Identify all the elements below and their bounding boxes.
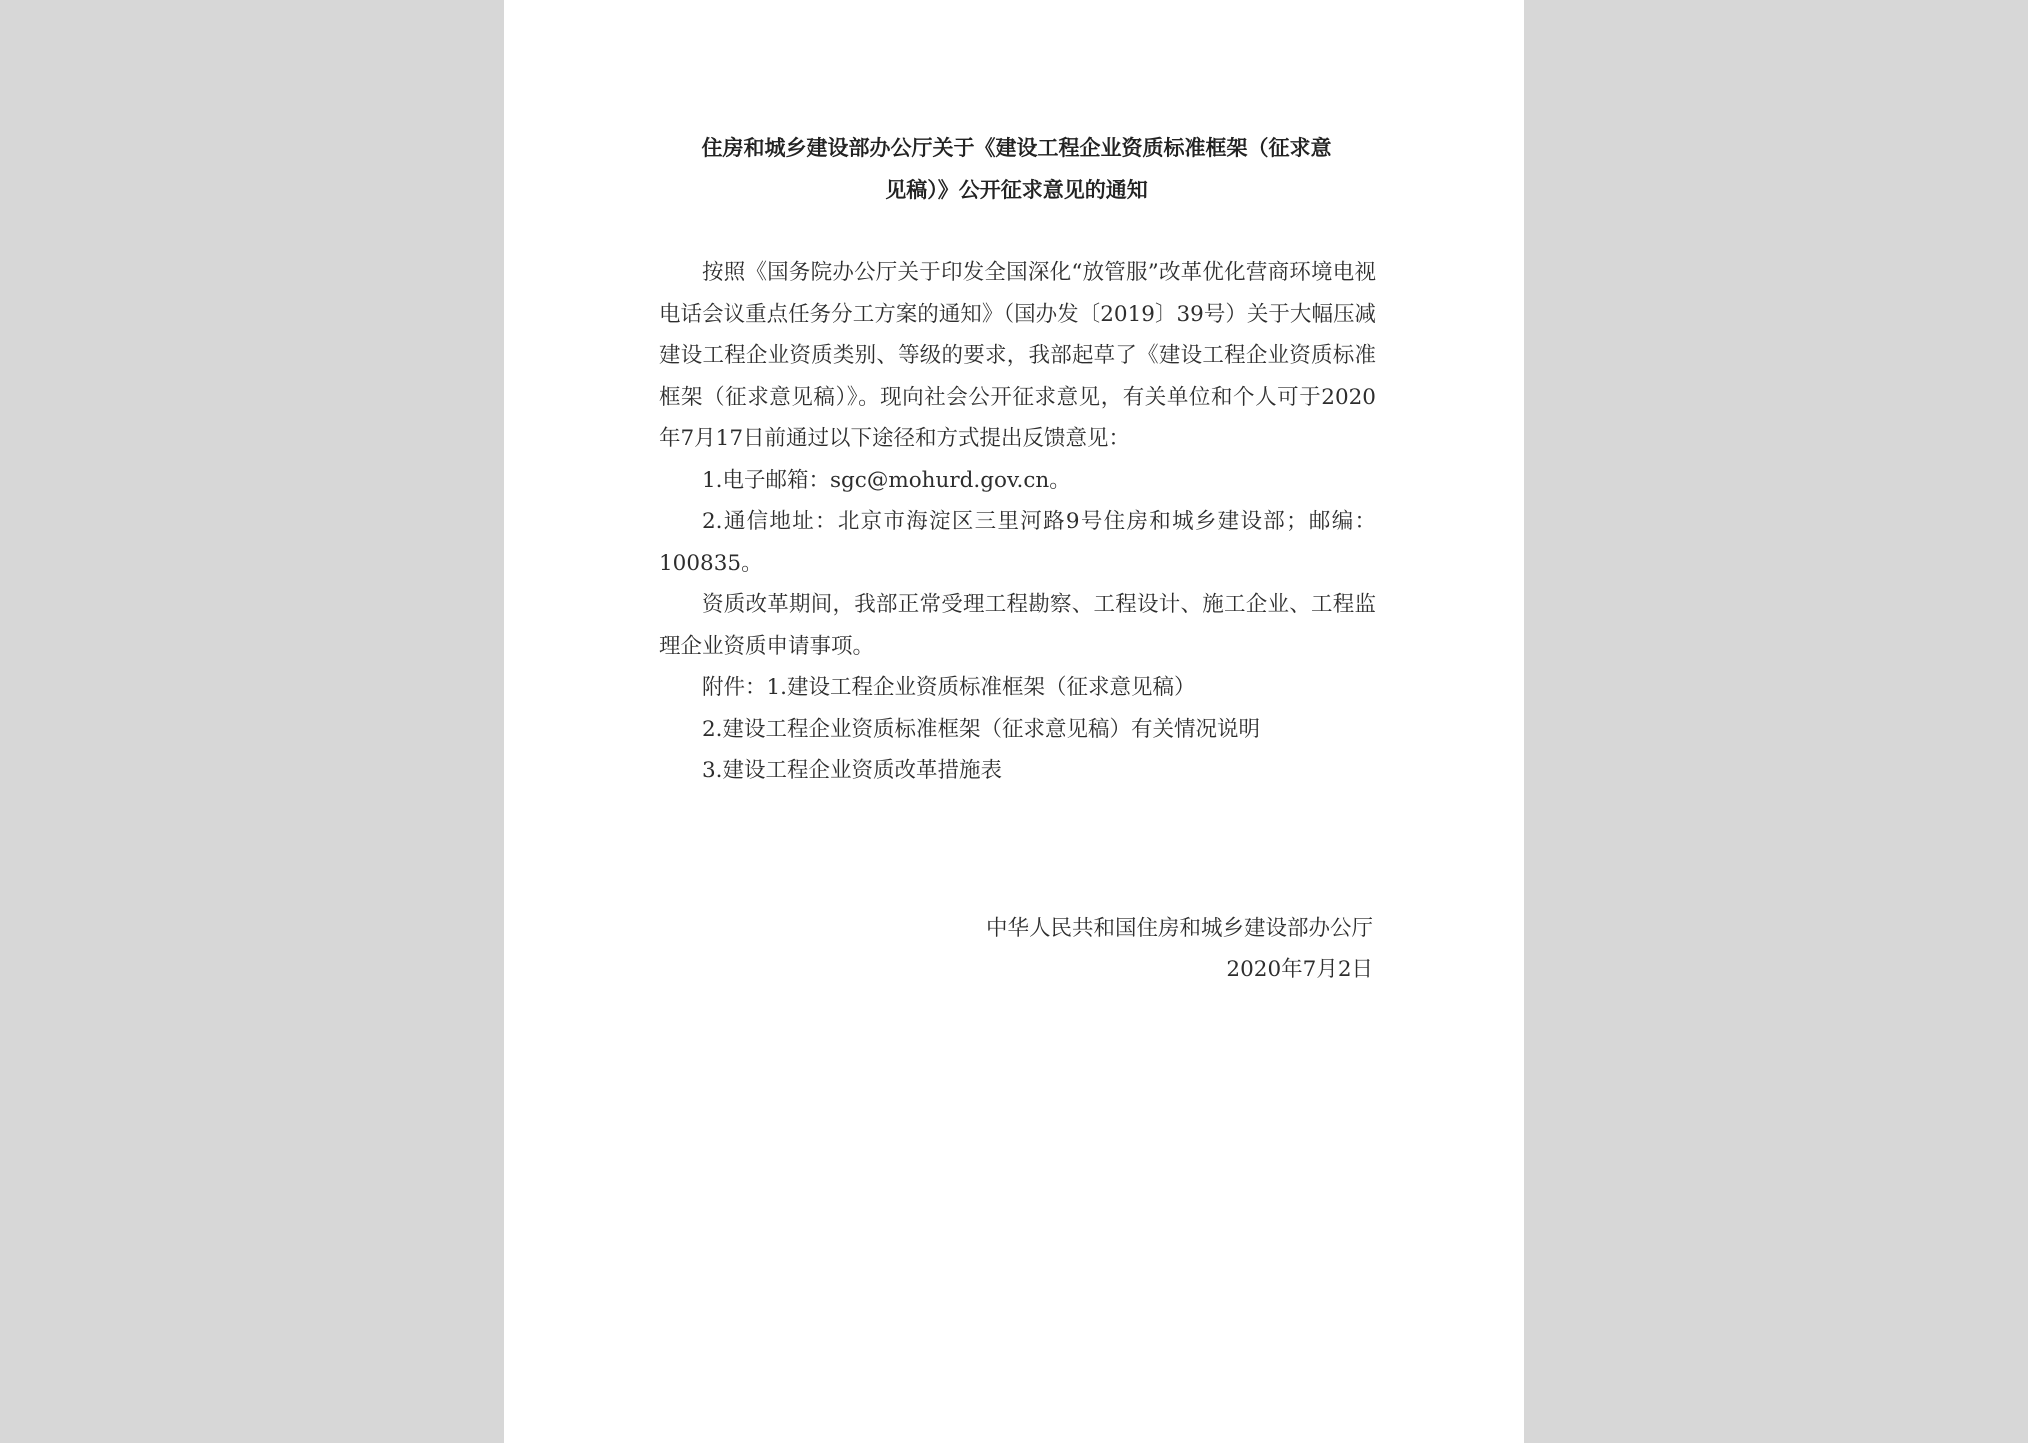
contact-address: 2.通信地址：北京市海淀区三里河路9号住房和城乡建设部；邮编：100835。: [659, 509, 1376, 576]
attachment-3: 3.建设工程企业资质改革措施表: [702, 758, 1003, 783]
reform-paragraph: 资质改革期间，我部正常受理工程勘察、工程设计、施工企业、工程监理企业资质申请事项。: [659, 592, 1376, 659]
intro-paragraph: 按照《国务院办公厅关于印发全国深化“放管服”改革优化营商环境电视电话会议重点任务分工方案的通知》（国办发〔2019〕39号）关于大幅压减建设工程企业资质类别、等级的要求，我部起草了《建设工程企业资质标准框架（征求意见稿）》。现向社会公开征求意见，有关单位和个人可于2020年7月17日前通过以下途径和方式提出反馈意见：: [659, 260, 1376, 451]
document-body: [659, 252, 1376, 792]
attachment-2: 2.建设工程企业资质标准框架（征求意见稿）有关情况说明: [702, 716, 1261, 742]
title-line-1: 住房和城乡建设部办公厅关于《建设工程企业资质标准框架（征求意: [701, 136, 1332, 160]
issuer-name: 中华人民共和国住房和城乡建设部办公厅: [985, 916, 1373, 941]
document-page: [504, 0, 1524, 1443]
attachment-1: 附件：1.建设工程企业资质标准框架（征求意见稿）: [702, 675, 1196, 700]
title-line-2: 见稿）》公开征求意见的通知: [885, 178, 1148, 202]
issue-date: 2020年7月2日: [1226, 957, 1373, 982]
signature-block: [924, 908, 1373, 990]
document-title: [659, 127, 1374, 211]
contact-email: 1.电子邮箱：sgc@mohurd.gov.cn。: [702, 467, 1071, 493]
